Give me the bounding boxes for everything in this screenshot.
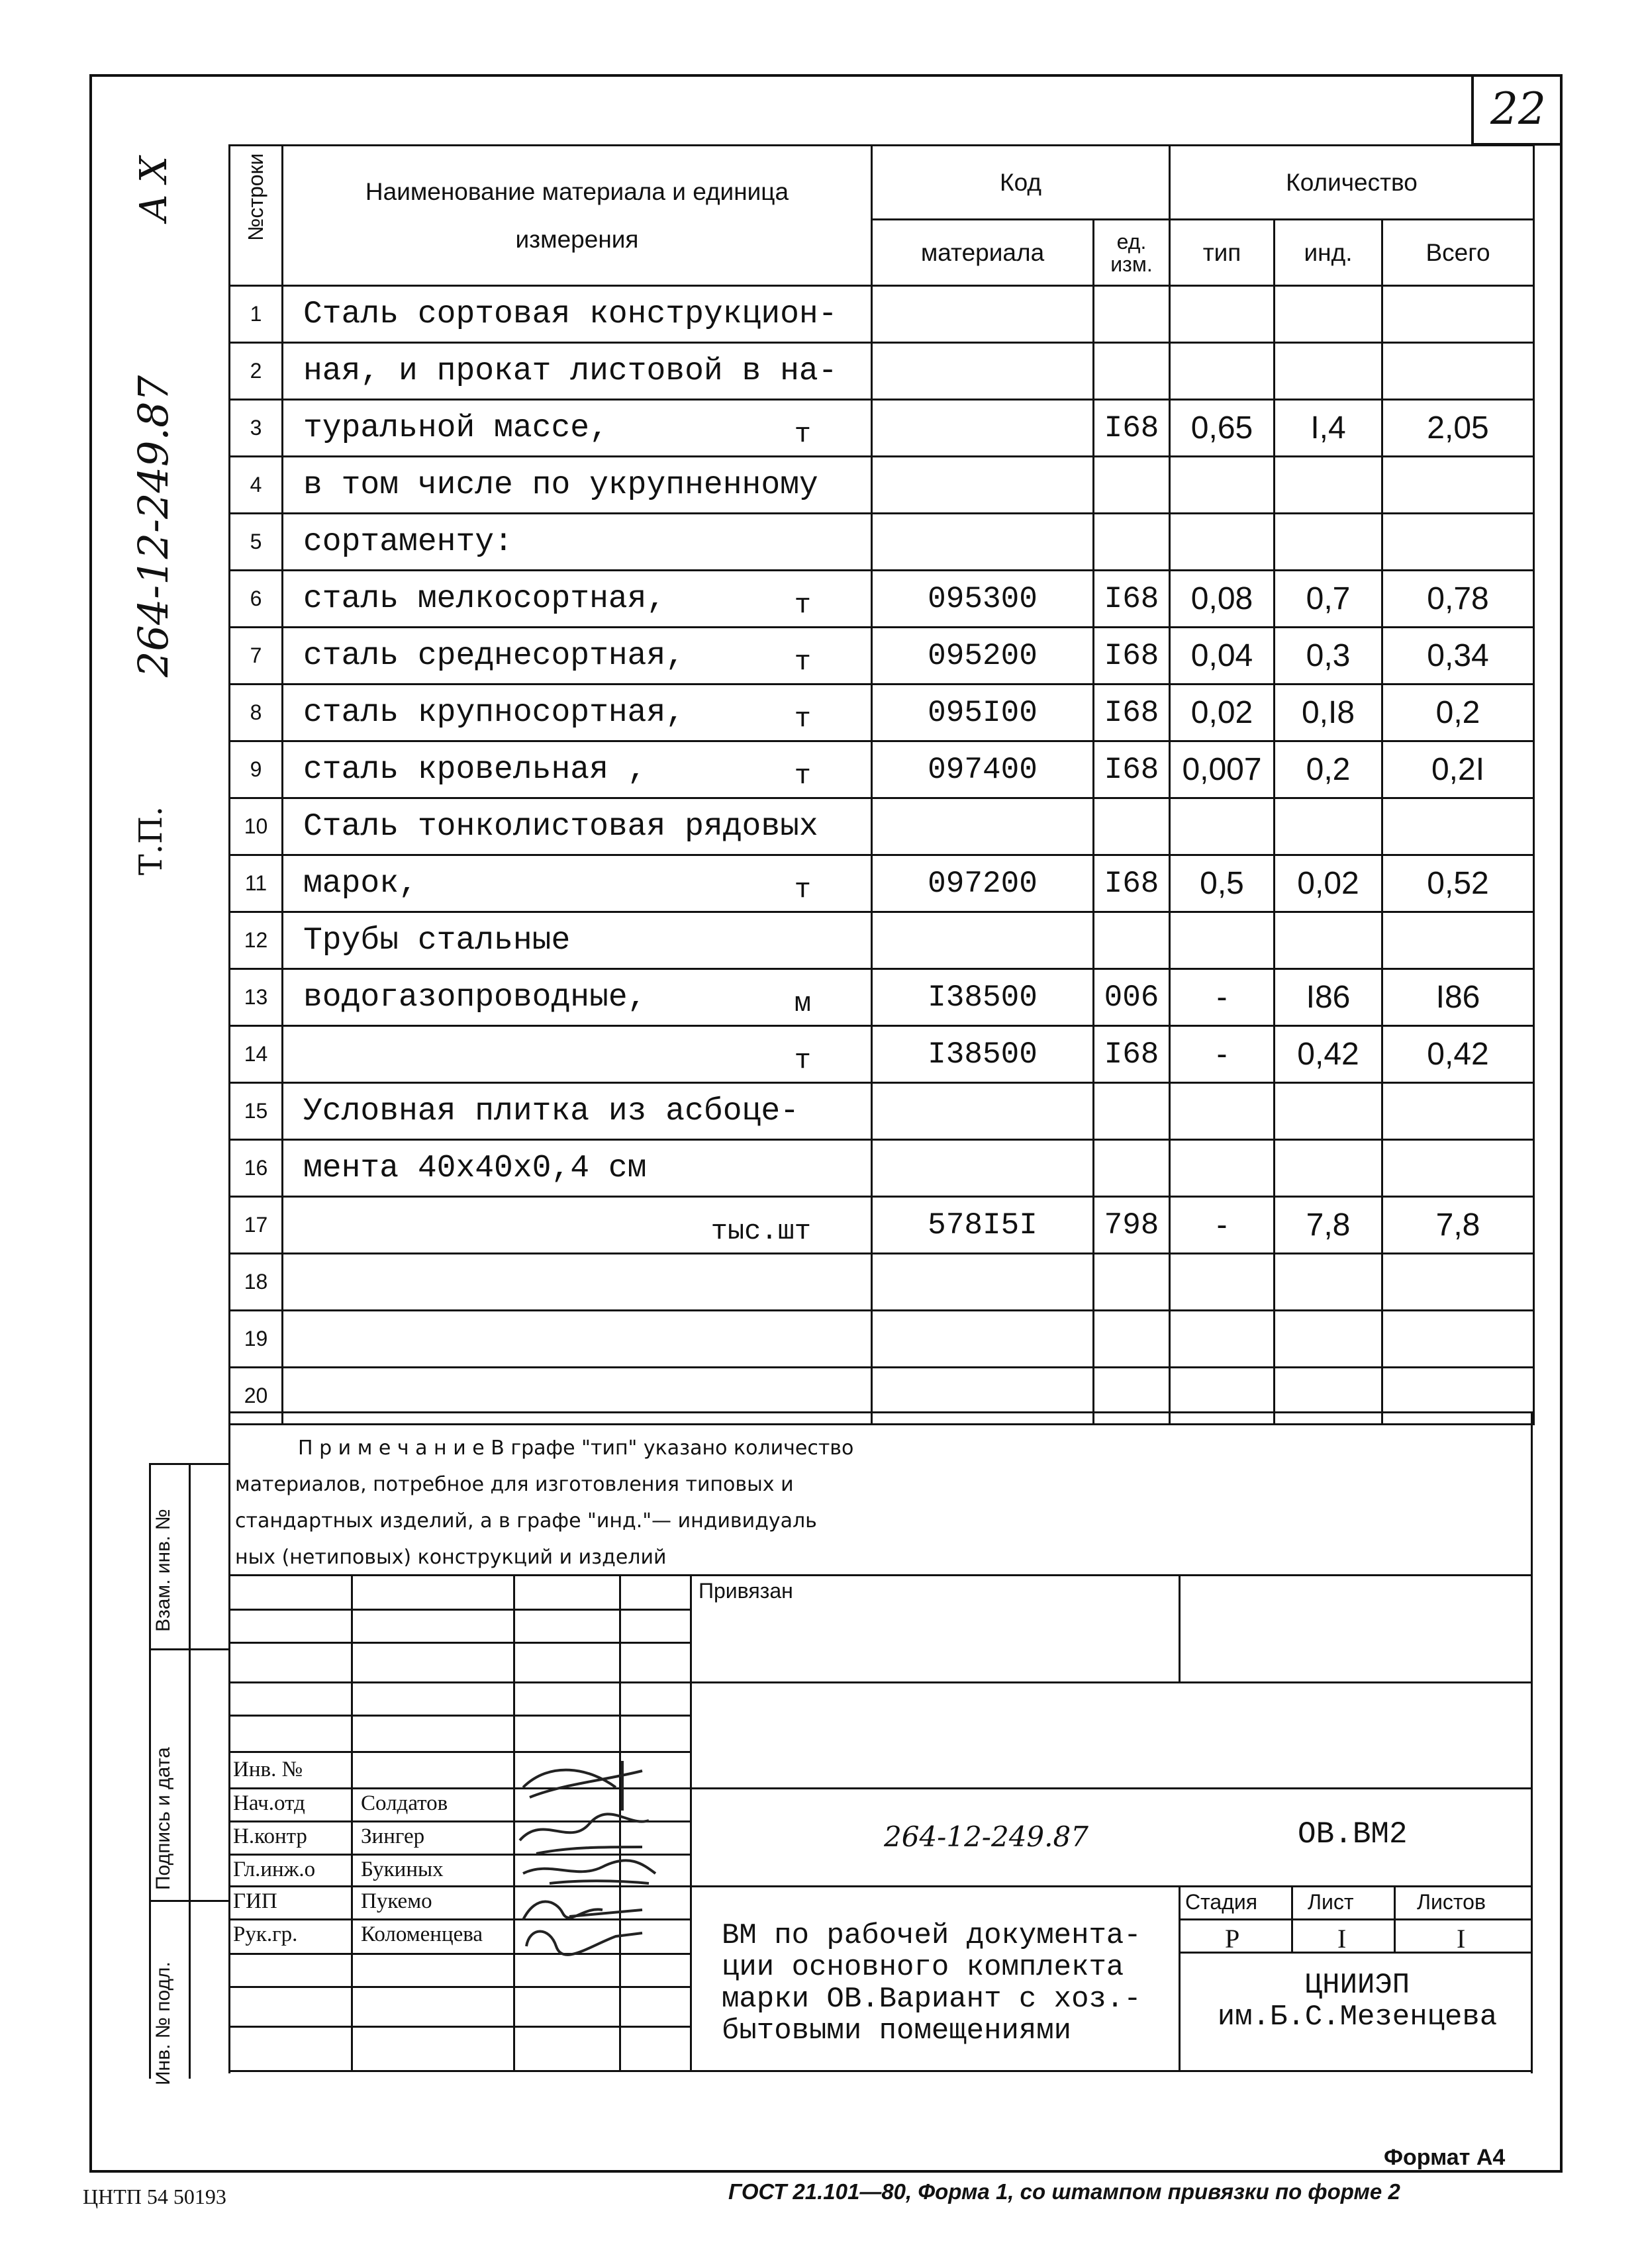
material-name xyxy=(283,1254,872,1311)
qty-type: - xyxy=(1170,1026,1275,1083)
unit-code xyxy=(1094,1368,1170,1425)
stamp-sheet-label: Лист xyxy=(1308,1890,1354,1914)
stamp-privyazan: Привязан xyxy=(699,1579,793,1603)
qty-total xyxy=(1382,912,1534,969)
row-number: 2 xyxy=(230,343,283,400)
stamp-title: ВМ по рабочей документа- ции основного комплекта марки ОВ.Вариант с хоз.- бытовыми помещениями xyxy=(722,1919,1141,2048)
material-name: в том числе по укрупненному xyxy=(283,457,872,514)
qty-type xyxy=(1170,1083,1275,1140)
signer-name: Пукемо xyxy=(361,1889,432,1913)
unit-code xyxy=(1094,514,1170,571)
material-code: 097200 xyxy=(872,855,1094,912)
row-number: 12 xyxy=(230,912,283,969)
qty-total: 7,8 xyxy=(1382,1197,1534,1254)
side-mark: A X xyxy=(132,156,175,222)
row-number: 17 xyxy=(230,1197,283,1254)
material-unit: т xyxy=(794,703,811,735)
material-unit: тыс.шт xyxy=(710,1215,811,1247)
material-name xyxy=(283,1197,872,1254)
material-code xyxy=(872,400,1094,457)
qty-total xyxy=(1382,1083,1534,1140)
table-row xyxy=(230,685,1534,741)
row-number: 13 xyxy=(230,969,283,1026)
qty-ind xyxy=(1275,1083,1382,1140)
unit-code xyxy=(1094,1083,1170,1140)
qty-total: I86 xyxy=(1382,969,1534,1026)
qty-total: 0,2 xyxy=(1382,685,1534,741)
qty-total: 0,2I xyxy=(1382,741,1534,798)
footer-gost: ГОСТ 21.101—80, Форма 1, со штампом привязки по форме 2 xyxy=(728,2179,1400,2204)
footer-print-code: ЦНТП 54 50193 xyxy=(83,2185,226,2208)
material-code xyxy=(872,286,1094,343)
table-row xyxy=(230,457,1534,514)
material-code xyxy=(872,457,1094,514)
qty-type xyxy=(1170,1140,1275,1197)
table-row xyxy=(230,1140,1534,1197)
header-qty-type: тип xyxy=(1170,220,1275,286)
qty-ind xyxy=(1275,1254,1382,1311)
material-code: 095200 xyxy=(872,628,1094,685)
qty-total xyxy=(1382,457,1534,514)
qty-type xyxy=(1170,514,1275,571)
qty-type xyxy=(1170,1368,1275,1425)
row-number: 7 xyxy=(230,628,283,685)
row-number: 5 xyxy=(230,514,283,571)
table-row xyxy=(230,1083,1534,1140)
qty-ind xyxy=(1275,1311,1382,1368)
material-name: туральной массе, т xyxy=(283,400,872,457)
qty-total: 0,34 xyxy=(1382,628,1534,685)
qty-total xyxy=(1382,1311,1534,1368)
qty-total xyxy=(1382,798,1534,855)
row-number: 16 xyxy=(230,1140,283,1197)
qty-ind xyxy=(1275,912,1382,969)
row-number: 9 xyxy=(230,741,283,798)
material-code xyxy=(872,514,1094,571)
unit-code xyxy=(1094,1311,1170,1368)
signer-role: Гл.инж.о xyxy=(233,1858,316,1881)
note-line-1: П р и м е ч а н и е В графе "тип" указано количество xyxy=(298,1437,854,1460)
qty-total xyxy=(1382,343,1534,400)
table-row xyxy=(230,400,1534,457)
material-name: сталь кровельная , т xyxy=(283,741,872,798)
material-name: Сталь тонколистовая рядовых xyxy=(283,798,872,855)
table-row xyxy=(230,514,1534,571)
qty-total xyxy=(1382,286,1534,343)
qty-ind xyxy=(1275,343,1382,400)
material-unit: м xyxy=(794,988,811,1019)
row-number: 14 xyxy=(230,1026,283,1083)
row-number: 8 xyxy=(230,685,283,741)
material-name xyxy=(283,1026,872,1083)
header-quantity: Количество xyxy=(1170,146,1534,220)
material-unit: т xyxy=(794,418,811,450)
qty-total xyxy=(1382,1140,1534,1197)
material-code xyxy=(872,1083,1094,1140)
table-row xyxy=(230,343,1534,400)
stamp-stage-label: Стадия xyxy=(1185,1890,1258,1914)
unit-code: I68 xyxy=(1094,855,1170,912)
signer-name: Букиных xyxy=(361,1858,444,1881)
qty-total: 0,42 xyxy=(1382,1026,1534,1083)
signer-name: Солдатов xyxy=(361,1791,448,1815)
material-name: мента 40х40х0,4 см xyxy=(283,1140,872,1197)
stamp-sheets: I xyxy=(1457,1924,1466,1954)
note-line-4: ных (нетиповых) конструкций и изделий xyxy=(235,1546,667,1569)
material-unit: т xyxy=(794,646,811,678)
side-stamp-replace-inv: Взам. инв. № xyxy=(152,1509,174,1632)
unit-code xyxy=(1094,1254,1170,1311)
sheet-number: 22 xyxy=(1471,74,1563,146)
qty-ind: I,4 xyxy=(1275,400,1382,457)
side-project-code: 264-12-249.87 xyxy=(129,375,177,678)
stamp-sheets-label: Листов xyxy=(1417,1890,1486,1914)
unit-code: I68 xyxy=(1094,1026,1170,1083)
material-name: сортаменту: xyxy=(283,514,872,571)
signer-role: Рук.гр. xyxy=(233,1922,298,1946)
qty-type: 0,5 xyxy=(1170,855,1275,912)
qty-ind: 0,2 xyxy=(1275,741,1382,798)
material-code xyxy=(872,1368,1094,1425)
material-code: 578I5I xyxy=(872,1197,1094,1254)
qty-type: 0,02 xyxy=(1170,685,1275,741)
table-row xyxy=(230,1311,1534,1368)
qty-type xyxy=(1170,1311,1275,1368)
qty-type: - xyxy=(1170,969,1275,1026)
material-name: Условная плитка из асбоце- xyxy=(283,1083,872,1140)
note-line-3: стандартных изделий, а в графе "инд."— индивидуаль xyxy=(235,1509,817,1533)
row-number: 15 xyxy=(230,1083,283,1140)
format-label: Формат А4 xyxy=(1384,2145,1506,2170)
material-name: водогазопроводные, м xyxy=(283,969,872,1026)
material-unit: т xyxy=(794,589,811,621)
material-name: Сталь сортовая конструкцион- xyxy=(283,286,872,343)
qty-type xyxy=(1170,286,1275,343)
qty-type: 0,08 xyxy=(1170,571,1275,628)
material-code xyxy=(872,798,1094,855)
qty-type: 0,65 xyxy=(1170,400,1275,457)
qty-ind: 7,8 xyxy=(1275,1197,1382,1254)
header-material-name: Наименование материала и единица измерения xyxy=(283,146,872,286)
row-number: 19 xyxy=(230,1311,283,1368)
qty-ind: I86 xyxy=(1275,969,1382,1026)
signer-role: Н.контр xyxy=(233,1824,307,1848)
side-stamp-original-inv: Инв. № подл. xyxy=(152,1961,174,2085)
qty-ind xyxy=(1275,1140,1382,1197)
stamp-mark: ОВ.ВМ2 xyxy=(1298,1817,1408,1852)
qty-type: 0,007 xyxy=(1170,741,1275,798)
qty-ind xyxy=(1275,457,1382,514)
header-qty-total: Всего xyxy=(1382,220,1534,286)
table-row xyxy=(230,1254,1534,1311)
material-name xyxy=(283,1368,872,1425)
material-code xyxy=(872,1311,1094,1368)
qty-ind xyxy=(1275,798,1382,855)
header-code-material: материала xyxy=(872,220,1094,286)
material-unit: т xyxy=(794,874,811,906)
stamp-organization: ЦНИИЭП им.Б.С.Мезенцева xyxy=(1217,1969,1498,2034)
qty-total: 2,05 xyxy=(1382,400,1534,457)
header-code-unit: ед. изм. xyxy=(1094,220,1170,286)
qty-total: 0,78 xyxy=(1382,571,1534,628)
material-code xyxy=(872,1254,1094,1311)
table-row xyxy=(230,1197,1534,1254)
unit-code: I68 xyxy=(1094,571,1170,628)
qty-type xyxy=(1170,798,1275,855)
signer-name: Зингер xyxy=(361,1824,425,1848)
material-code xyxy=(872,1140,1094,1197)
unit-code: 798 xyxy=(1094,1197,1170,1254)
qty-type xyxy=(1170,1254,1275,1311)
material-code xyxy=(872,343,1094,400)
material-unit: т xyxy=(794,760,811,792)
row-number: 6 xyxy=(230,571,283,628)
signer-role: Нач.отд xyxy=(233,1791,305,1815)
table-row xyxy=(230,1026,1534,1083)
stamp-sheet: I xyxy=(1337,1924,1347,1954)
qty-type: - xyxy=(1170,1197,1275,1254)
stamp-inv-no: Инв. № xyxy=(233,1758,303,1781)
signer-role: ГИП xyxy=(233,1889,277,1913)
unit-code: I68 xyxy=(1094,400,1170,457)
row-number: 4 xyxy=(230,457,283,514)
table-row xyxy=(230,855,1534,912)
signatures xyxy=(510,1748,662,1966)
stamp-stage: Р xyxy=(1225,1924,1240,1954)
side-stamp-signature-date: Подпись и дата xyxy=(152,1747,174,1890)
qty-ind xyxy=(1275,286,1382,343)
unit-code xyxy=(1094,457,1170,514)
qty-ind: 0,7 xyxy=(1275,571,1382,628)
table-row xyxy=(230,912,1534,969)
qty-ind xyxy=(1275,1368,1382,1425)
header-qty-ind: инд. xyxy=(1275,220,1382,286)
material-code: 097400 xyxy=(872,741,1094,798)
row-number: 11 xyxy=(230,855,283,912)
material-name: сталь крупносортная, т xyxy=(283,685,872,741)
material-code: I38500 xyxy=(872,1026,1094,1083)
header-code: Код xyxy=(872,146,1170,220)
row-number: 18 xyxy=(230,1254,283,1311)
header-row-number: №строки xyxy=(230,146,283,286)
note-block xyxy=(235,1430,1493,1576)
table-row xyxy=(230,1368,1534,1425)
table-row xyxy=(230,571,1534,628)
qty-total xyxy=(1382,1254,1534,1311)
material-name: ная, и прокат листовой в на- xyxy=(283,343,872,400)
unit-code: 006 xyxy=(1094,969,1170,1026)
table-row xyxy=(230,969,1534,1026)
qty-ind: 0,42 xyxy=(1275,1026,1382,1083)
materials-table xyxy=(228,144,1535,1425)
unit-code: I68 xyxy=(1094,741,1170,798)
material-code: 095300 xyxy=(872,571,1094,628)
qty-total xyxy=(1382,1368,1534,1425)
unit-code xyxy=(1094,286,1170,343)
unit-code xyxy=(1094,343,1170,400)
note-line-2: материалов, потребное для изготовления типовых и xyxy=(235,1473,794,1496)
material-code: 095I00 xyxy=(872,685,1094,741)
qty-ind: 0,3 xyxy=(1275,628,1382,685)
unit-code: I68 xyxy=(1094,685,1170,741)
table-row xyxy=(230,798,1534,855)
material-name: сталь среднесортная, т xyxy=(283,628,872,685)
qty-type xyxy=(1170,343,1275,400)
qty-ind: 0,I8 xyxy=(1275,685,1382,741)
table-row xyxy=(230,628,1534,685)
row-number: 1 xyxy=(230,286,283,343)
row-number: 10 xyxy=(230,798,283,855)
signer-name: Коломенцева xyxy=(361,1922,483,1946)
table-row xyxy=(230,741,1534,798)
qty-ind xyxy=(1275,514,1382,571)
material-name xyxy=(283,1311,872,1368)
material-name: Трубы стальные xyxy=(283,912,872,969)
table-row xyxy=(230,286,1534,343)
qty-ind: 0,02 xyxy=(1275,855,1382,912)
material-code: I38500 xyxy=(872,969,1094,1026)
unit-code: I68 xyxy=(1094,628,1170,685)
qty-type: 0,04 xyxy=(1170,628,1275,685)
unit-code xyxy=(1094,798,1170,855)
qty-total xyxy=(1382,514,1534,571)
side-series: Т.П. xyxy=(132,806,169,876)
material-code xyxy=(872,912,1094,969)
unit-code xyxy=(1094,912,1170,969)
qty-type xyxy=(1170,912,1275,969)
material-name: сталь мелкосортная, т xyxy=(283,571,872,628)
row-number: 20 xyxy=(230,1368,283,1425)
row-number: 3 xyxy=(230,400,283,457)
qty-total: 0,52 xyxy=(1382,855,1534,912)
qty-type xyxy=(1170,457,1275,514)
material-unit: т xyxy=(794,1045,811,1076)
unit-code xyxy=(1094,1140,1170,1197)
stamp-doc-code: 264-12-249.87 xyxy=(884,1820,1088,1853)
material-name: марок, т xyxy=(283,855,872,912)
